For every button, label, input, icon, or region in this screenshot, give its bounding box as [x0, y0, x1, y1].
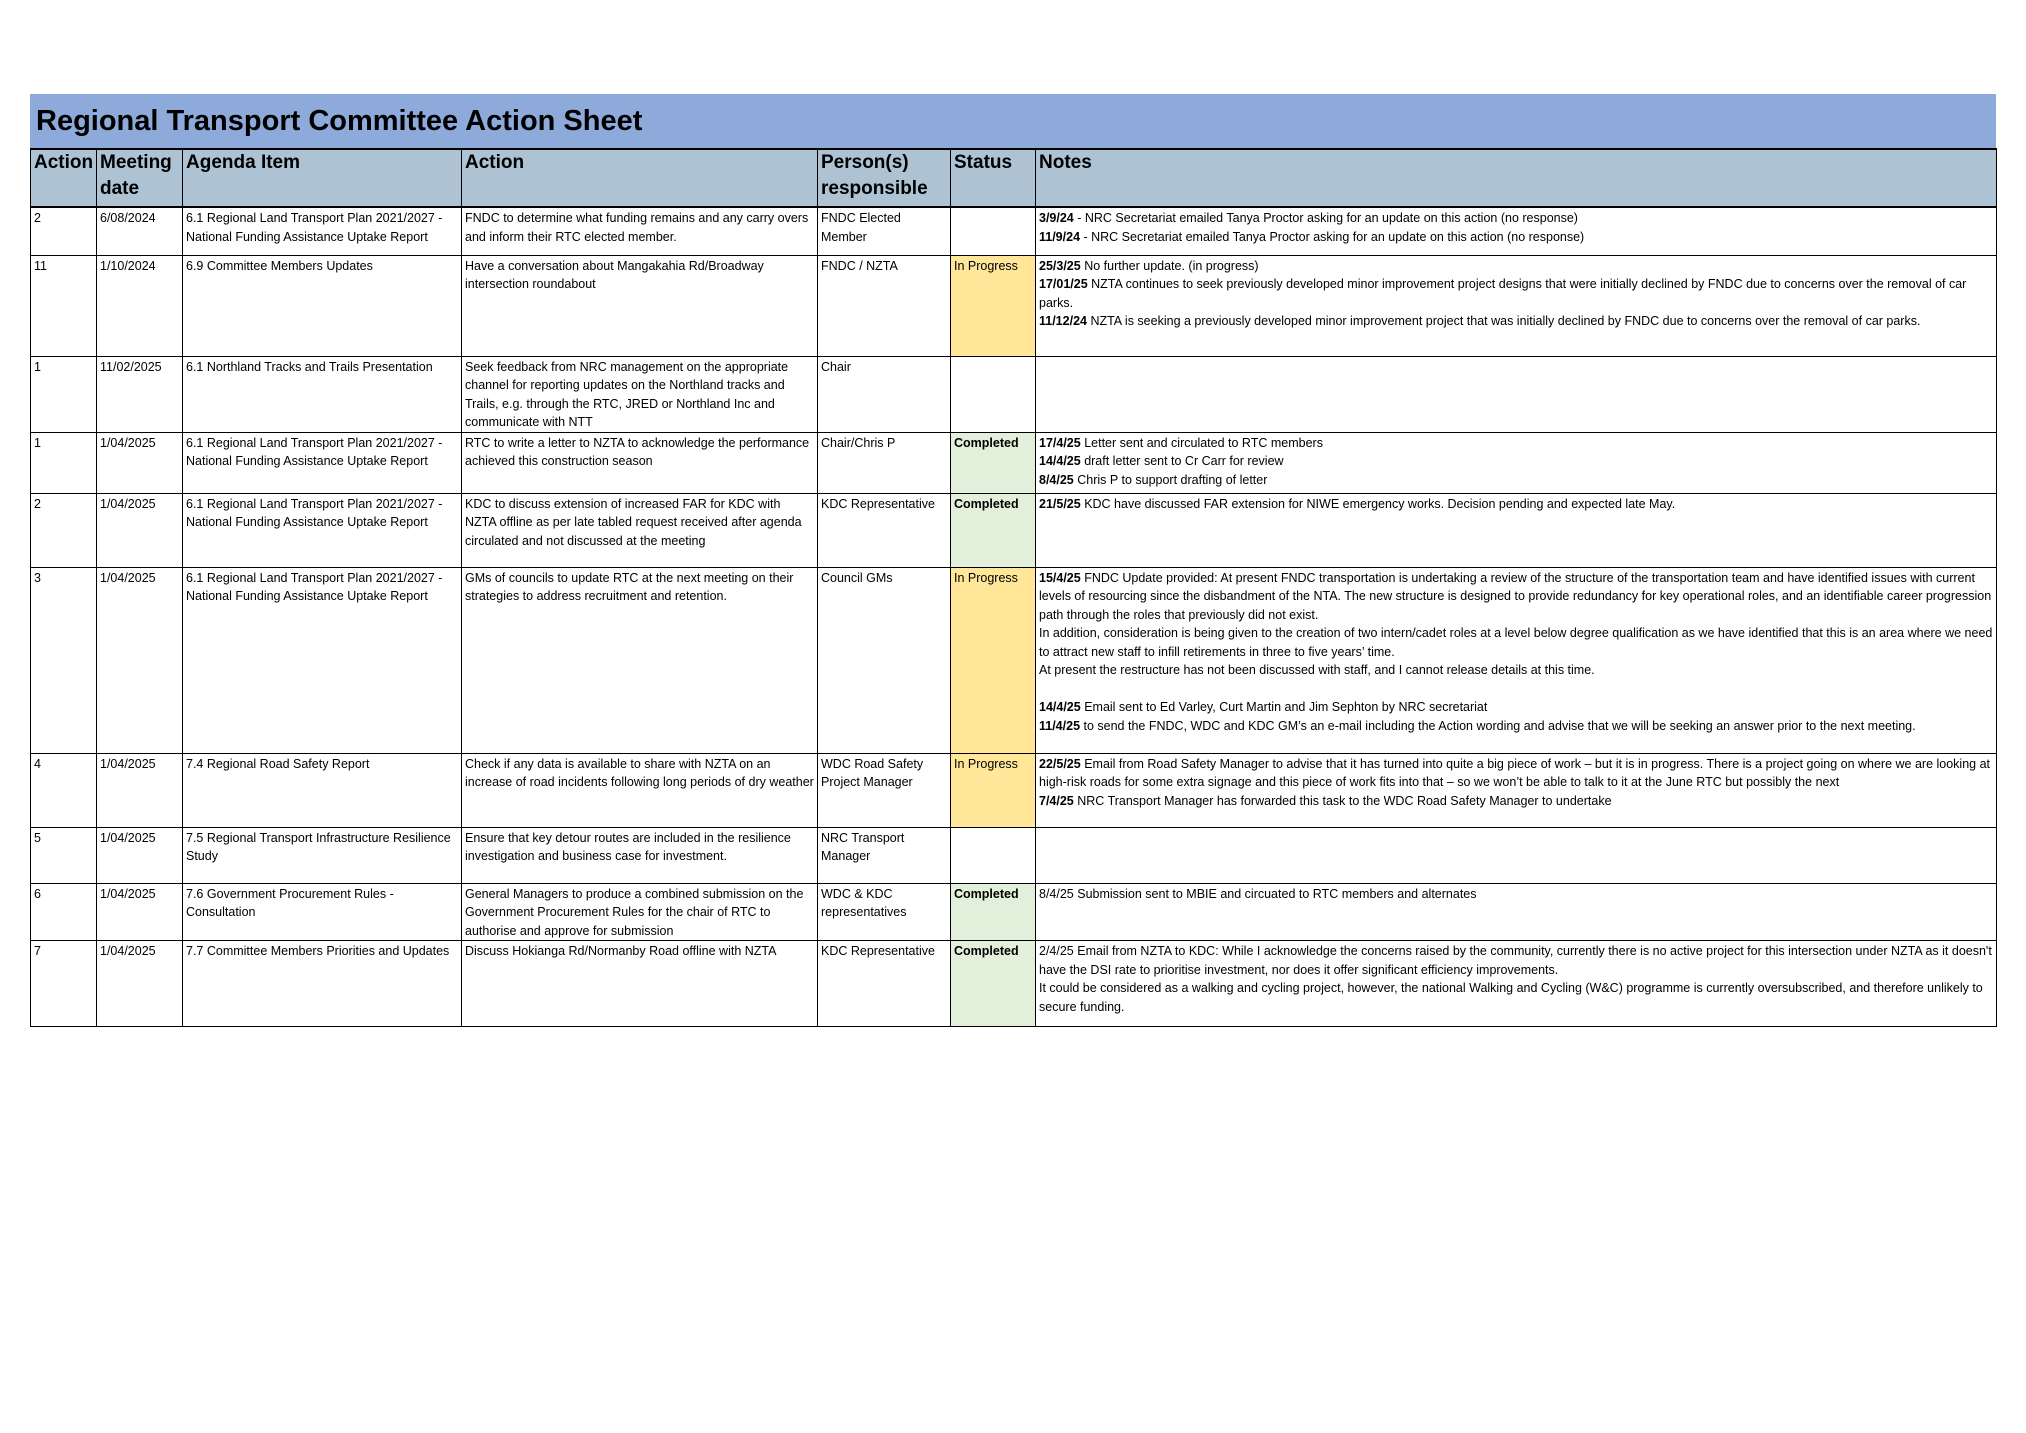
meeting-date-cell: 1/04/2025 [97, 567, 183, 753]
agenda-item-cell: 7.6 Government Procurement Rules - Consultation [183, 883, 462, 941]
notes-cell [1036, 356, 1997, 432]
action-description-cell: Ensure that key detour routes are included in the resilience investigation and business case for investment. [462, 827, 818, 883]
table-row [31, 941, 1997, 1027]
meeting-date-cell: 1/04/2025 [97, 493, 183, 567]
action-number-cell: 2 [31, 493, 97, 567]
note-line [1039, 495, 1993, 514]
note-text: NRC Transport Manager has forwarded this task to the WDC Road Safety Manager to undertake [1073, 793, 1612, 808]
action-number-cell: 2 [31, 207, 97, 255]
status-cell: In Progress [951, 567, 1036, 753]
note-line [1039, 942, 1993, 979]
table-row [31, 432, 1997, 493]
sheet-title: Regional Transport Committee Action Sheet [36, 104, 643, 137]
note-date: 14/4/25 [1039, 454, 1081, 468]
person-responsible-cell: Chair [818, 356, 951, 432]
note-text: It could be considered as a walking and cycling project, however, the national Walking and Cycling (W&C) programme is currently oversubscribed, and therefore unlikely to secure funding. [1039, 981, 1983, 1014]
note-line [1039, 698, 1993, 717]
action-description-cell: FNDC to determine what funding remains and any carry overs and inform their RTC elected member. [462, 207, 818, 255]
notes-cell [1036, 207, 1997, 255]
note-date: 7/4/25 [1039, 793, 1074, 808]
note-text: draft letter sent to Cr Carr for review [1080, 454, 1284, 468]
person-responsible-cell: Chair/Chris P [818, 432, 951, 493]
action-description-cell: KDC to discuss extension of increased FAR for KDC with NZTA offline as per late tabled request received after agenda circulated and not discussed at the meeting [462, 493, 818, 567]
note-line [1039, 434, 1993, 453]
action-number-cell: 3 [31, 567, 97, 753]
table-row [31, 827, 1997, 883]
note-date: 8/4/25 [1039, 472, 1074, 487]
notes-cell [1036, 941, 1997, 1027]
table-row [31, 567, 1997, 753]
note-date: 14/4/25 [1039, 700, 1081, 714]
action-sheet [30, 94, 1996, 1027]
agenda-item-cell: 7.4 Regional Road Safety Report [183, 753, 462, 827]
note-date: 3/9/24 [1039, 211, 1074, 225]
notes-cell [1036, 493, 1997, 567]
person-responsible-cell: FNDC Elected Member [818, 207, 951, 255]
note-date: 17/4/25 [1039, 435, 1081, 450]
note-line [1039, 569, 1993, 625]
notes-cell [1036, 255, 1997, 356]
person-responsible-cell: KDC Representative [818, 941, 951, 1027]
header-agenda-item: Agenda Item [183, 149, 462, 207]
header-action: Action [31, 149, 97, 207]
note-date: 15/4/25 [1039, 570, 1081, 585]
status-cell: Completed [951, 493, 1036, 567]
meeting-date-cell: 1/04/2025 [97, 432, 183, 493]
note-text: Email from Road Safety Manager to advise that it has turned into quite a big piece of work – but it is in progress. There is a project going on where we are looking at high-risk roads for some extra signage and this piece of work fits into that – so we won’t be able to talk to it at the June RTC but possibly the next [1039, 756, 1991, 789]
note-date: 21/5/25 [1039, 496, 1081, 511]
meeting-date-cell: 1/04/2025 [97, 883, 183, 941]
notes-cell [1036, 432, 1997, 493]
notes-cell [1036, 567, 1997, 753]
note-text: to send the FNDC, WDC and KDC GM’s an e-mail including the Action wording and advise that we will be seeking an answer prior to the next meeting. [1080, 718, 1916, 733]
header-meeting-date: Meeting date [97, 149, 183, 207]
status-cell: Completed [951, 883, 1036, 941]
table-row [31, 356, 1997, 432]
person-responsible-cell: FNDC / NZTA [818, 255, 951, 356]
status-cell: Completed [951, 432, 1036, 493]
status-cell [951, 207, 1036, 255]
note-text: 8/4/25 Submission sent to MBIE and circuated to RTC members and alternates [1039, 886, 1477, 901]
action-description-cell: GMs of councils to update RTC at the next meeting on their strategies to address recruitment and retention. [462, 567, 818, 753]
agenda-item-cell: 6.1 Regional Land Transport Plan 2021/2027 - National Funding Assistance Uptake Report [183, 567, 462, 753]
action-number-cell: 4 [31, 753, 97, 827]
notes-cell [1036, 883, 1997, 941]
header-persons-responsible: Person(s) responsible [818, 149, 951, 207]
note-line [1039, 257, 1993, 276]
table-row [31, 207, 1997, 255]
agenda-item-cell: 6.1 Regional Land Transport Plan 2021/2027 - National Funding Assistance Uptake Report [183, 207, 462, 255]
action-number-cell: 11 [31, 255, 97, 356]
table-row [31, 493, 1997, 567]
note-text: - NRC Secretariat emailed Tanya Proctor asking for an update on this action (no response) [1080, 229, 1585, 244]
action-number-cell: 1 [31, 432, 97, 493]
note-date: 11/4/25 [1039, 718, 1081, 733]
table-row [31, 883, 1997, 941]
title-bar [30, 94, 1996, 148]
person-responsible-cell: KDC Representative [818, 493, 951, 567]
person-responsible-cell: WDC Road Safety Project Manager [818, 753, 951, 827]
note-spacer [1039, 680, 1993, 699]
person-responsible-cell: NRC Transport Manager [818, 827, 951, 883]
note-date: 11/12/24 [1039, 314, 1087, 328]
note-line [1039, 624, 1993, 661]
table-row [31, 255, 1997, 356]
meeting-date-cell: 1/04/2025 [97, 827, 183, 883]
note-text: At present the restructure has not been discussed with staff, and I cannot release details at this time. [1039, 663, 1595, 677]
meeting-date-cell: 1/10/2024 [97, 255, 183, 356]
action-description-cell: General Managers to produce a combined submission on the Government Procurement Rules for the chair of RTC to authorise and approve for submission [462, 883, 818, 941]
note-line [1039, 661, 1993, 680]
note-text: Letter sent and circulated to RTC members [1080, 435, 1323, 450]
note-text: Email sent to Ed Varley, Curt Martin and Jim Sephton by NRC secretariat [1080, 700, 1488, 714]
note-text: 2/4/25 Email from NZTA to KDC: While I acknowledge the concerns raised by the community, currently there is no active project for this intersection under NZTA as it doesn't have the DSI rate to prioritise investment, nor does it offer significant efficiency improvements. [1039, 944, 1992, 977]
status-cell: In Progress [951, 255, 1036, 356]
agenda-item-cell: 6.9 Committee Members Updates [183, 255, 462, 356]
action-description-cell: RTC to write a letter to NZTA to acknowledge the performance achieved this construction season [462, 432, 818, 493]
note-line [1039, 452, 1993, 471]
note-line [1039, 792, 1993, 811]
note-date: 17/01/25 [1039, 277, 1088, 291]
status-cell [951, 356, 1036, 432]
action-number-cell: 5 [31, 827, 97, 883]
notes-cell [1036, 753, 1997, 827]
note-line [1039, 275, 1993, 312]
action-description-cell: Check if any data is available to share with NZTA on an increase of road incidents following long periods of dry weather [462, 753, 818, 827]
note-text: NZTA is seeking a previously developed minor improvement project that was initially declined by FNDC due to concerns over the removal of car parks. [1086, 314, 1921, 328]
note-text: KDC have discussed FAR extension for NIWE emergency works. Decision pending and expected late May. [1080, 496, 1676, 511]
action-description-cell: Discuss Hokianga Rd/Normanby Road offline with NZTA [462, 941, 818, 1027]
meeting-date-cell: 1/04/2025 [97, 753, 183, 827]
notes-cell [1036, 827, 1997, 883]
person-responsible-cell: WDC & KDC representatives [818, 883, 951, 941]
note-line [1039, 979, 1993, 1016]
note-text: - NRC Secretariat emailed Tanya Proctor asking for an update on this action (no response) [1073, 211, 1578, 225]
table-body [31, 207, 1997, 1027]
note-line [1039, 755, 1993, 792]
note-text: FNDC Update provided: At present FNDC transportation is undertaking a review of the structure of the transportation team and have identified issues with current levels of resourcing since the disbandment of the NTA. The new structure is designed to provide redundancy for key operational roles, and an identifiable career progression path through the roles that previously did not exist. [1039, 570, 1992, 622]
person-responsible-cell: Council GMs [818, 567, 951, 753]
action-number-cell: 1 [31, 356, 97, 432]
header-notes: Notes [1036, 149, 1997, 207]
header-status: Status [951, 149, 1036, 207]
meeting-date-cell: 6/08/2024 [97, 207, 183, 255]
agenda-item-cell: 6.1 Regional Land Transport Plan 2021/2027 - National Funding Assistance Uptake Report [183, 493, 462, 567]
meeting-date-cell: 1/04/2025 [97, 941, 183, 1027]
note-text: In addition, consideration is being given to the creation of two intern/cadet roles at a level below degree qualification as we have identified that this is an area where we need to attract new staff to infill retirements in three to five years’ time. [1039, 626, 1993, 659]
agenda-item-cell: 6.1 Northland Tracks and Trails Presentation [183, 356, 462, 432]
header-action-description: Action [462, 149, 818, 207]
agenda-item-cell: 7.7 Committee Members Priorities and Updates [183, 941, 462, 1027]
note-text: No further update. (in progress) [1080, 258, 1259, 273]
action-number-cell: 6 [31, 883, 97, 941]
note-text: NZTA continues to seek previously developed minor improvement project designs that were initially declined by FNDC due to concerns over the removal of car parks. [1039, 277, 1967, 310]
meeting-date-cell: 11/02/2025 [97, 356, 183, 432]
action-table [30, 148, 1997, 1027]
note-line [1039, 312, 1993, 331]
status-cell: Completed [951, 941, 1036, 1027]
action-number-cell: 7 [31, 941, 97, 1027]
status-cell: In Progress [951, 753, 1036, 827]
action-description-cell: Seek feedback from NRC management on the appropriate channel for reporting updates on the Northland tracks and Trails, e.g. through the RTC, JRED or Northland Inc and communicate with NTT [462, 356, 818, 432]
status-cell [951, 827, 1036, 883]
note-date: 25/3/25 [1039, 258, 1081, 273]
table-header [31, 149, 1997, 207]
note-text: Chris P to support drafting of letter [1073, 472, 1268, 487]
note-line [1039, 885, 1993, 904]
note-line [1039, 228, 1993, 247]
note-line [1039, 717, 1993, 736]
note-line [1039, 209, 1993, 228]
agenda-item-cell: 6.1 Regional Land Transport Plan 2021/2027 - National Funding Assistance Uptake Report [183, 432, 462, 493]
note-date: 22/5/25 [1039, 756, 1081, 771]
note-line [1039, 471, 1993, 490]
note-date: 11/9/24 [1039, 229, 1081, 244]
agenda-item-cell: 7.5 Regional Transport Infrastructure Resilience Study [183, 827, 462, 883]
table-row [31, 753, 1997, 827]
action-description-cell: Have a conversation about Mangakahia Rd/Broadway intersection roundabout [462, 255, 818, 356]
